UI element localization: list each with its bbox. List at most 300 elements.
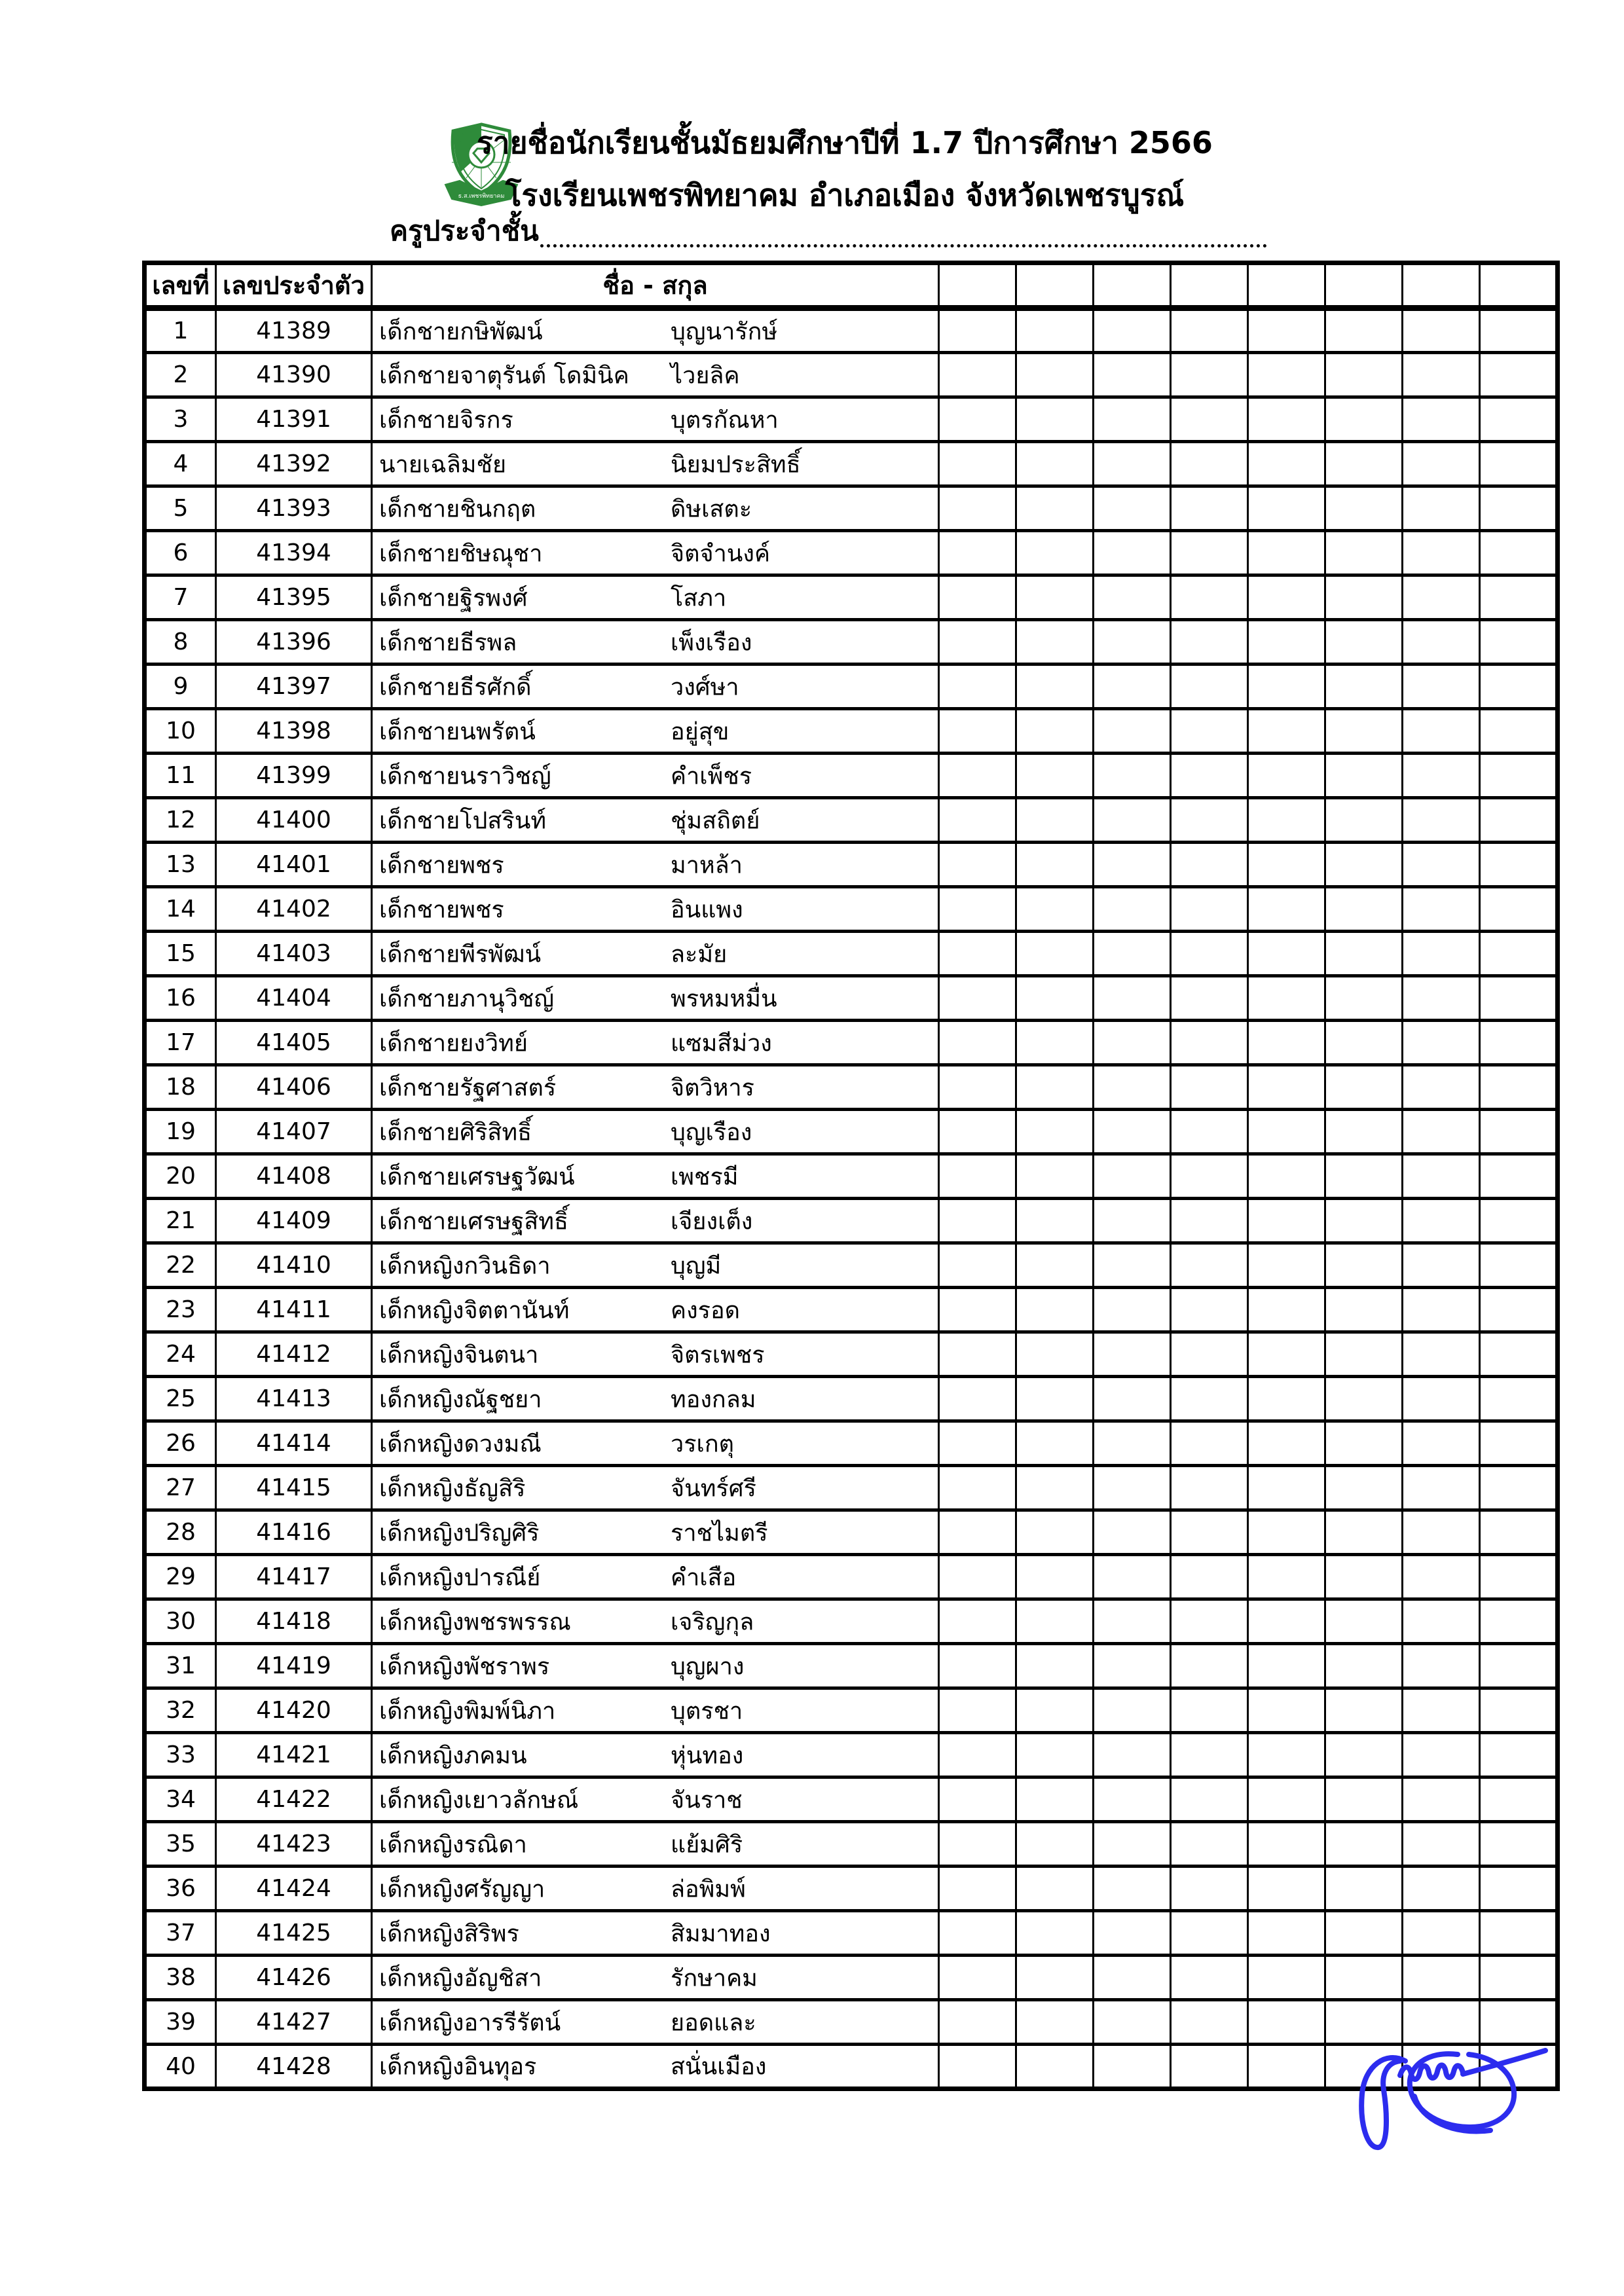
blank-cell <box>1094 442 1171 486</box>
student-row <box>145 1777 1558 1822</box>
blank-cell <box>1171 486 1248 531</box>
blank-cell <box>1403 1466 1480 1510</box>
student-no-cell: 25 <box>145 1377 216 1421</box>
blank-cell <box>1016 531 1094 575</box>
student-no-cell: 31 <box>145 1644 216 1688</box>
col-header-blank <box>1171 263 1248 308</box>
col-header-blank <box>1480 263 1558 308</box>
student-no-cell: 12 <box>145 798 216 843</box>
student-last-name: แซมสีม่วง <box>671 1030 772 1057</box>
student-id-cell: 41396 <box>216 620 372 665</box>
blank-cell <box>1403 1510 1480 1555</box>
blank-cell <box>1171 1644 1248 1688</box>
blank-cell <box>1016 709 1094 754</box>
student-no-cell: 4 <box>145 442 216 486</box>
student-no-cell: 29 <box>145 1555 216 1599</box>
student-last-name: รักษาคม <box>671 1965 758 1992</box>
blank-cell <box>1171 2045 1248 2089</box>
student-last-name: บุญมี <box>671 1252 722 1279</box>
student-last-name: ราชไมตรี <box>671 1520 768 1546</box>
blank-cell <box>1480 575 1558 620</box>
homeroom-teacher-label: ครูประจำชั้น <box>390 215 539 247</box>
blank-cell <box>1403 1688 1480 1733</box>
student-name-cell <box>372 1110 939 1154</box>
blank-cell <box>1325 1822 1403 1867</box>
blank-cell <box>1016 2045 1094 2089</box>
blank-cell <box>1248 1777 1325 1822</box>
student-name-cell <box>372 353 939 397</box>
student-id-cell: 41428 <box>216 2045 372 2089</box>
blank-cell <box>1094 1555 1171 1599</box>
blank-cell <box>939 1110 1016 1154</box>
blank-cell <box>1171 754 1248 798</box>
student-row <box>145 1065 1558 1110</box>
blank-cell <box>939 1867 1016 1911</box>
blank-cell <box>1325 1733 1403 1777</box>
blank-cell <box>1248 665 1325 709</box>
blank-cell <box>1403 353 1480 397</box>
student-no-cell: 2 <box>145 353 216 397</box>
blank-cell <box>1094 1332 1171 1377</box>
blank-cell <box>1403 1777 1480 1822</box>
blank-cell <box>1248 1733 1325 1777</box>
blank-cell <box>939 1243 1016 1288</box>
student-no-cell: 38 <box>145 1956 216 2000</box>
blank-cell <box>1248 1510 1325 1555</box>
student-first-name: เด็กหญิงอัญชิสา <box>379 1965 542 1992</box>
blank-cell <box>1403 1110 1480 1154</box>
blank-cell <box>1403 1288 1480 1332</box>
student-first-name: เด็กชายนราวิชญ์ <box>379 763 551 790</box>
student-id-cell: 41390 <box>216 353 372 397</box>
student-last-name: ชุ่มสถิตย์ <box>671 807 760 834</box>
student-first-name: เด็กชายพีรพัฒน์ <box>379 941 542 968</box>
blank-cell <box>1403 709 1480 754</box>
blank-cell <box>1480 1956 1558 2000</box>
student-last-name: จิตวิหาร <box>671 1074 754 1101</box>
student-first-name: เด็กชายกษิพัฒน์ <box>379 318 543 345</box>
blank-cell <box>1248 1243 1325 1288</box>
student-first-name: เด็กชายชินกฤต <box>379 496 536 522</box>
student-name-cell <box>372 1421 939 1466</box>
blank-cell <box>1480 1199 1558 1243</box>
student-id-cell: 41408 <box>216 1154 372 1199</box>
student-first-name: เด็กหญิงรณิดา <box>379 1831 527 1858</box>
student-id-cell: 41403 <box>216 932 372 976</box>
student-name-cell <box>372 1154 939 1199</box>
blank-cell <box>1325 1288 1403 1332</box>
student-first-name: เด็กชายชิษณุชา <box>379 540 543 567</box>
blank-cell <box>1171 1956 1248 2000</box>
blank-cell <box>1480 397 1558 442</box>
blank-cell <box>1094 1599 1171 1644</box>
student-last-name: บุญผาง <box>671 1653 745 1680</box>
blank-cell <box>1248 1956 1325 2000</box>
student-no-cell: 16 <box>145 976 216 1021</box>
blank-cell <box>1248 620 1325 665</box>
student-no-cell: 3 <box>145 397 216 442</box>
blank-cell <box>1248 442 1325 486</box>
blank-cell <box>1248 308 1325 353</box>
student-row <box>145 308 1558 353</box>
blank-cell <box>1480 665 1558 709</box>
student-name-cell <box>372 442 939 486</box>
student-id-cell: 41419 <box>216 1644 372 1688</box>
col-header-blank <box>1403 263 1480 308</box>
student-last-name: นิยมประสิทธิ์ <box>671 451 801 478</box>
student-row <box>145 1822 1558 1867</box>
blank-cell <box>1480 1555 1558 1599</box>
blank-cell <box>939 1065 1016 1110</box>
blank-cell <box>1171 1777 1248 1822</box>
student-name-cell <box>372 2045 939 2089</box>
student-first-name: เด็กหญิงกวินธิดา <box>379 1252 551 1279</box>
student-first-name: เด็กชายธีรศักดิ์ <box>379 674 532 701</box>
student-row <box>145 397 1558 442</box>
student-no-cell: 10 <box>145 709 216 754</box>
col-header-student-id: เลขประจำตัว <box>216 263 372 308</box>
student-row <box>145 1555 1558 1599</box>
student-row <box>145 1510 1558 1555</box>
blank-cell <box>1171 1377 1248 1421</box>
blank-cell <box>939 1644 1016 1688</box>
student-row <box>145 1154 1558 1199</box>
student-no-cell: 5 <box>145 486 216 531</box>
student-last-name: เจริญกุล <box>671 1609 754 1635</box>
blank-cell <box>1248 1599 1325 1644</box>
student-name-cell <box>372 620 939 665</box>
student-name-cell <box>372 976 939 1021</box>
student-last-name: ล่อพิมพ์ <box>671 1876 746 1903</box>
student-name-cell <box>372 486 939 531</box>
col-header-blank <box>939 263 1016 308</box>
student-first-name: เด็กหญิงจินตนา <box>379 1341 539 1368</box>
student-last-name: โสภา <box>671 585 727 611</box>
blank-cell <box>1325 843 1403 887</box>
blank-cell <box>1403 531 1480 575</box>
blank-cell <box>939 1599 1016 1644</box>
blank-cell <box>1171 887 1248 932</box>
blank-cell <box>1480 1510 1558 1555</box>
student-id-cell: 41400 <box>216 798 372 843</box>
blank-cell <box>1325 397 1403 442</box>
student-id-cell: 41411 <box>216 1288 372 1332</box>
student-row <box>145 1956 1558 2000</box>
student-row <box>145 1733 1558 1777</box>
student-row <box>145 932 1558 976</box>
student-roster-table <box>142 261 1560 2091</box>
blank-cell <box>1480 486 1558 531</box>
student-name-cell <box>372 887 939 932</box>
blank-cell <box>939 1822 1016 1867</box>
blank-cell <box>939 575 1016 620</box>
blank-cell <box>1016 1154 1094 1199</box>
blank-cell <box>1016 1822 1094 1867</box>
blank-cell <box>939 1332 1016 1377</box>
student-no-cell: 20 <box>145 1154 216 1199</box>
student-no-cell: 21 <box>145 1199 216 1243</box>
student-name-cell <box>372 1822 939 1867</box>
blank-cell <box>1403 308 1480 353</box>
student-first-name: เด็กหญิงศรัญญา <box>379 1876 545 1903</box>
student-last-name: วรเกตุ <box>671 1430 735 1457</box>
student-last-name: แย้มศิริ <box>671 1831 743 1858</box>
blank-cell <box>1094 887 1171 932</box>
student-name-cell <box>372 1466 939 1510</box>
blank-cell <box>1016 442 1094 486</box>
student-name-cell <box>372 1021 939 1065</box>
student-no-cell: 11 <box>145 754 216 798</box>
blank-cell <box>1016 887 1094 932</box>
blank-cell <box>1016 353 1094 397</box>
student-id-cell: 41426 <box>216 1956 372 2000</box>
blank-cell <box>1325 1510 1403 1555</box>
blank-cell <box>1480 531 1558 575</box>
blank-cell <box>1016 1243 1094 1288</box>
student-last-name: สิมมาทอง <box>671 1920 771 1947</box>
student-first-name: เด็กชายธีรพล <box>379 629 517 656</box>
student-name-cell <box>372 2000 939 2045</box>
student-name-cell <box>372 843 939 887</box>
blank-cell <box>1171 1332 1248 1377</box>
blank-cell <box>1171 1466 1248 1510</box>
student-first-name: เด็กหญิงเยาวลักษณ์ <box>379 1787 579 1813</box>
col-header-blank <box>1248 263 1325 308</box>
student-name-cell <box>372 798 939 843</box>
blank-cell <box>1171 442 1248 486</box>
blank-cell <box>1248 1377 1325 1421</box>
student-id-cell: 41406 <box>216 1065 372 1110</box>
student-row <box>145 887 1558 932</box>
blank-cell <box>1171 665 1248 709</box>
student-first-name: เด็กชายยงวิทย์ <box>379 1030 528 1057</box>
student-last-name: คงรอด <box>671 1297 740 1324</box>
student-no-cell: 13 <box>145 843 216 887</box>
blank-cell <box>1248 1110 1325 1154</box>
student-id-cell: 41420 <box>216 1688 372 1733</box>
student-no-cell: 9 <box>145 665 216 709</box>
blank-cell <box>1094 1466 1171 1510</box>
blank-cell <box>1016 1377 1094 1421</box>
blank-cell <box>1094 1510 1171 1555</box>
blank-cell <box>1403 1555 1480 1599</box>
blank-cell <box>939 1199 1016 1243</box>
blank-cell <box>1016 1688 1094 1733</box>
blank-cell <box>1171 1421 1248 1466</box>
student-name-cell <box>372 754 939 798</box>
blank-cell <box>1016 1466 1094 1510</box>
blank-cell <box>1171 531 1248 575</box>
blank-cell <box>1325 620 1403 665</box>
blank-cell <box>1094 665 1171 709</box>
blank-cell <box>939 932 1016 976</box>
blank-cell <box>1403 1644 1480 1688</box>
blank-cell <box>1403 486 1480 531</box>
student-first-name: เด็กชายโปสรินท์ <box>379 807 547 834</box>
student-row <box>145 798 1558 843</box>
student-id-cell: 41398 <box>216 709 372 754</box>
student-no-cell: 24 <box>145 1332 216 1377</box>
blank-cell <box>1094 1288 1171 1332</box>
blank-cell <box>1248 1644 1325 1688</box>
blank-cell <box>939 1021 1016 1065</box>
student-name-cell <box>372 1510 939 1555</box>
student-name-cell <box>372 531 939 575</box>
blank-cell <box>1248 486 1325 531</box>
student-no-cell: 17 <box>145 1021 216 1065</box>
student-last-name: ละมัย <box>671 941 728 968</box>
blank-cell <box>1094 932 1171 976</box>
blank-cell <box>1248 1199 1325 1243</box>
blank-cell <box>1480 1911 1558 1956</box>
student-first-name: เด็กหญิงจิตตานันท์ <box>379 1297 570 1324</box>
blank-cell <box>1094 575 1171 620</box>
blank-cell <box>1248 709 1325 754</box>
blank-cell <box>1016 1288 1094 1332</box>
student-name-cell <box>372 1288 939 1332</box>
blank-cell <box>1325 1243 1403 1288</box>
blank-cell <box>1171 1021 1248 1065</box>
blank-cell <box>1094 709 1171 754</box>
blank-cell <box>1016 1599 1094 1644</box>
student-no-cell: 14 <box>145 887 216 932</box>
student-no-cell: 36 <box>145 1867 216 1911</box>
student-name-cell <box>372 1243 939 1288</box>
blank-cell <box>1403 1822 1480 1867</box>
blank-cell <box>1094 1377 1171 1421</box>
student-row <box>145 754 1558 798</box>
student-row <box>145 620 1558 665</box>
student-last-name: ทองกลม <box>671 1386 756 1413</box>
student-id-cell: 41414 <box>216 1421 372 1466</box>
blank-cell <box>1094 308 1171 353</box>
blank-cell <box>1325 798 1403 843</box>
blank-cell <box>1248 976 1325 1021</box>
student-row <box>145 709 1558 754</box>
blank-cell <box>1016 932 1094 976</box>
student-row <box>145 1021 1558 1065</box>
student-first-name: เด็กชายพชร <box>379 896 504 923</box>
blank-cell <box>939 976 1016 1021</box>
student-last-name: บุญเรือง <box>671 1119 752 1146</box>
blank-cell <box>1403 1065 1480 1110</box>
blank-cell <box>1248 1021 1325 1065</box>
blank-cell <box>1480 932 1558 976</box>
student-no-cell: 37 <box>145 1911 216 1956</box>
blank-cell <box>1403 754 1480 798</box>
student-row <box>145 1644 1558 1688</box>
blank-cell <box>1403 620 1480 665</box>
student-id-cell: 41418 <box>216 1599 372 1644</box>
blank-cell <box>1325 1956 1403 2000</box>
student-name-cell <box>372 1956 939 2000</box>
blank-cell <box>1248 1466 1325 1510</box>
blank-cell <box>1016 397 1094 442</box>
blank-cell <box>1171 843 1248 887</box>
student-last-name: บุญนารักษ์ <box>671 318 778 345</box>
student-name-cell <box>372 1332 939 1377</box>
blank-cell <box>939 798 1016 843</box>
student-last-name: ไวยลิค <box>671 362 740 389</box>
student-first-name: เด็กชายนพรัตน์ <box>379 718 536 745</box>
blank-cell <box>1403 397 1480 442</box>
student-no-cell: 33 <box>145 1733 216 1777</box>
blank-cell <box>1094 1822 1171 1867</box>
student-no-cell: 27 <box>145 1466 216 1510</box>
student-first-name: เด็กหญิงอินทุอร <box>379 2053 537 2081</box>
blank-cell <box>939 665 1016 709</box>
student-id-cell: 41393 <box>216 486 372 531</box>
blank-cell <box>1171 1510 1248 1555</box>
blank-cell <box>1403 798 1480 843</box>
col-header-blank <box>1094 263 1171 308</box>
blank-cell <box>1403 1243 1480 1288</box>
blank-cell <box>1016 620 1094 665</box>
blank-cell <box>1480 1332 1558 1377</box>
student-last-name: ดิษเสตะ <box>671 496 752 522</box>
student-last-name: อินแพง <box>671 896 743 923</box>
blank-cell <box>1016 1956 1094 2000</box>
blank-cell <box>939 308 1016 353</box>
student-row <box>145 1199 1558 1243</box>
student-row <box>145 665 1558 709</box>
blank-cell <box>1325 665 1403 709</box>
student-first-name: เด็กชายเศรษฐสิทธิ์ <box>379 1208 568 1235</box>
student-last-name: คำเสือ <box>671 1564 737 1591</box>
blank-cell <box>1248 531 1325 575</box>
blank-cell <box>1325 932 1403 976</box>
blank-cell <box>1171 1243 1248 1288</box>
blank-cell <box>1094 2045 1171 2089</box>
student-first-name: เด็กชายรัฐศาสตร์ <box>379 1074 557 1101</box>
blank-cell <box>939 531 1016 575</box>
student-first-name: เด็กหญิงอารรีรัตน์ <box>379 2009 561 2036</box>
blank-cell <box>1094 798 1171 843</box>
student-row <box>145 531 1558 575</box>
blank-cell <box>1480 308 1558 353</box>
blank-cell <box>1171 1688 1248 1733</box>
blank-cell <box>1016 486 1094 531</box>
blank-cell <box>939 1956 1016 2000</box>
student-id-cell: 41410 <box>216 1243 372 1288</box>
blank-cell <box>1016 1911 1094 1956</box>
student-row <box>145 1911 1558 1956</box>
student-id-cell: 41392 <box>216 442 372 486</box>
blank-cell <box>1094 1733 1171 1777</box>
blank-cell <box>1403 1867 1480 1911</box>
student-name-cell <box>372 932 939 976</box>
student-first-name: เด็กหญิงณัฐชยา <box>379 1386 542 1413</box>
student-last-name: เจียงเต็ง <box>671 1208 753 1235</box>
blank-cell <box>939 2000 1016 2045</box>
student-id-cell: 41399 <box>216 754 372 798</box>
blank-cell <box>939 1733 1016 1777</box>
blank-cell <box>939 2045 1016 2089</box>
student-name-cell <box>372 1644 939 1688</box>
blank-cell <box>1094 1199 1171 1243</box>
handwritten-signature <box>1328 2031 1548 2168</box>
blank-cell <box>1325 887 1403 932</box>
blank-cell <box>1325 1021 1403 1065</box>
blank-cell <box>1480 1466 1558 1510</box>
page-title: รายชื่อนักเรียนชั้นมัธยมศึกษาปีที่ 1.7 ปีการศึกษา 2566 <box>477 125 1213 160</box>
student-first-name: เด็กชายฐิรพงศ์ <box>379 585 528 611</box>
student-id-cell: 41409 <box>216 1199 372 1243</box>
blank-cell <box>1480 442 1558 486</box>
blank-cell <box>1325 1466 1403 1510</box>
student-name-cell <box>372 575 939 620</box>
blank-cell <box>1248 1421 1325 1466</box>
